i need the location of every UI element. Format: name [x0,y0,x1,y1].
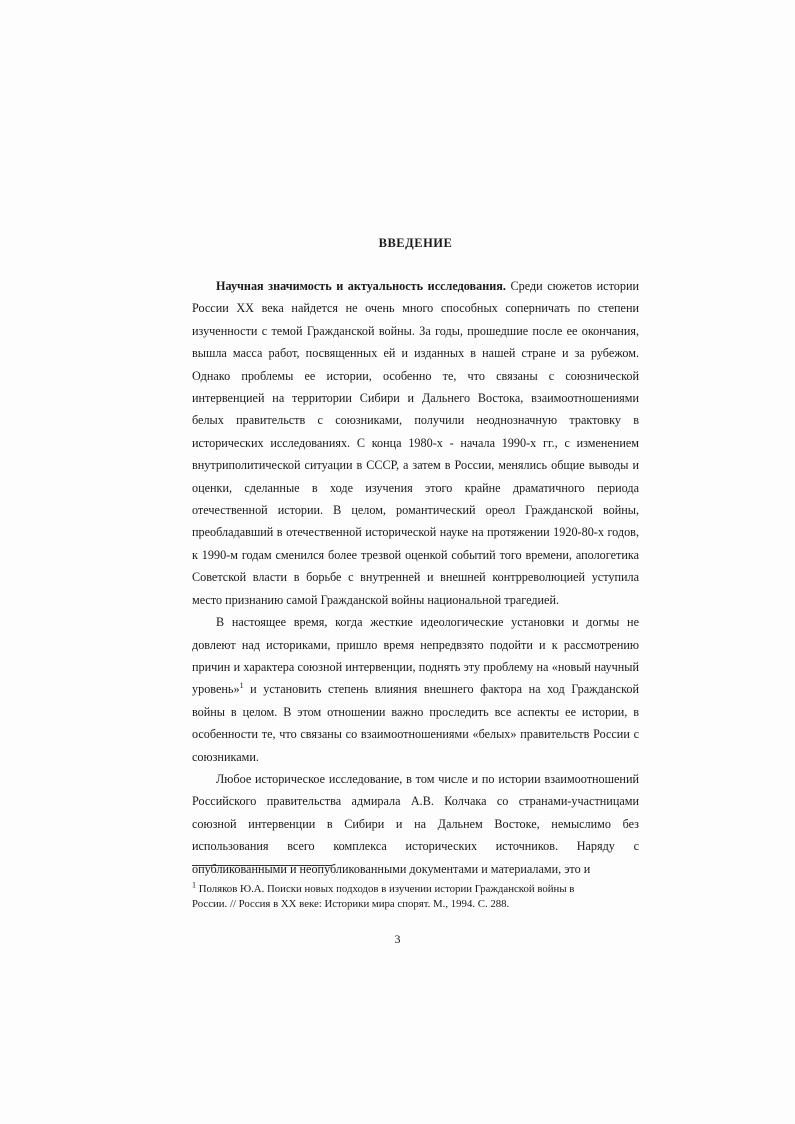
paragraph-text: В настоящее время, когда жесткие идеологические установки и догмы не довлеют над историками, пришло время непредвзято подойти и к рассмотрению причин и характера союзной интервенции, поднять эту проблему на «новый научный уровень» [192,615,639,697]
paragraph-text: Среди сюжетов истории России XX века найдется не очень много способных соперничать по степени изученности с темой Гражданской войны. За годы, прошедшие после ее окончания, вышла масса работ, посвященных ей и изданных в нашей стране и за рубежом. Однако проблемы ее истории, особенно те, что связаны с союзнической интервенцией на территории Сибири и Дальнего Востока, взаимоотношениями белых правительств с союзниками, получили неоднозначную трактовку в исторических исследованиях. С конца 1980-х - начала 1990-х гг., с изменением внутриполитической ситуации в СССР, а затем в России, менялись общие выводы и оценки, сделанные в ходе изучения этого крайне драматичного периода отечественной истории. В целом, романтический ореол Гражданской войны, преобладавший в отечественной исторической науке на протяжении 1920-80-х годов, к 1990-м годам сменился более трезвой оценкой событий того времени, апологетика Советской власти в борьбе с внутренней и внешней контрреволюцией уступила место признанию самой Гражданской войны национальной трагедией. [192,279,639,607]
chapter-heading: ВВЕДЕНИЕ [378,236,453,250]
paragraph-3: Любое историческое исследование, в том числе и по истории взаимоотношений Российского правительства адмирала А.В. Колчака со странами-участницами союзной интервенции в Сибири и на Дальнем Востоке, немыслимо без использования всего комплекса исторических источников. Наряду с опубликованными и неопубликованными документами и материалами, это и [192,771,639,876]
footnote [192,882,612,912]
page-body [192,236,639,880]
paragraph-1 [192,275,639,611]
footnote-reference[interactable]: 1 [239,681,244,691]
page-number: 3 [394,932,401,946]
paragraph-lead: Научная значимость и актуальность исследования. [216,279,506,293]
footnote-number: 1 [192,880,196,890]
footnote-separator [192,865,332,866]
paragraph-text: и установить степень влияния внешнего фактора на ход Гражданской войны в целом. В этом отношении важно проследить все аспекты ее истории, в особенности те, что связаны со взаимоотношениями «белых» правительств России с союзниками. [192,682,639,764]
footnote-text: Поляков Ю.А. Поиски новых подходов в изучении истории Гражданской войны в России. // Россия в XX веке: Историки мира спорят. М., 1994. С. 288. [192,883,575,910]
paragraph-2 [192,611,639,768]
